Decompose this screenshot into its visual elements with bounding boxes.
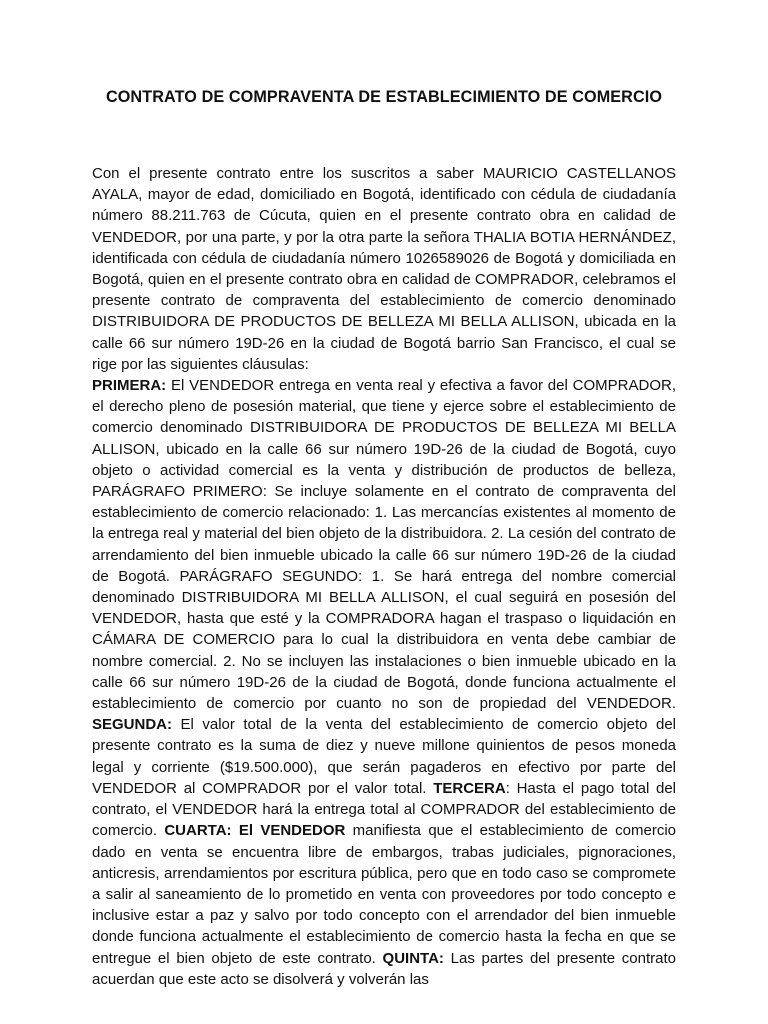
clauses-paragraph	[92, 375, 676, 990]
document-body	[92, 163, 676, 990]
clause-segunda-label: SEGUNDA:	[92, 716, 173, 734]
clause-quinta-text: Las partes del presente contrato acuerdan que este acto se disolverá y volverán las	[92, 949, 676, 988]
clause-cuarta-label: CUARTA: El VENDEDOR	[164, 822, 346, 840]
intro-paragraph: Con el presente contrato entre los suscritos a saber MAURICIO CASTELLANOS AYALA, mayor de edad, domiciliado en Bogotá, identificado con cédula de ciudadanía número 88.211.763 de Cúcuta, quien en el presente contrato obra en calidad de VENDEDOR, por una parte, y por la otra parte la señora THALIA BOTIA HERNÁNDEZ, identificada con cédula de ciudadanía número 1026589026 de Bogotá y domiciliada en Bogotá, quien en el presente contrato obra en calidad de COMPRADOR, celebramos el presente contrato de compraventa del establecimiento de comercio denominado DISTRIBUIDORA DE PRODUCTOS DE BELLEZA MI BELLA ALLISON, ubicada en la calle 66 sur número 19D-26 en la ciudad de Bogotá barrio San Francisco, el cual se rige por las siguientes cláusulas:	[92, 165, 676, 373]
clause-cuarta-text: manifiesta que el establecimiento de comercio dado en venta se encuentra libre de embargos, trabas judiciales, pignoraciones, anticresis, arrendamientos por escritura pública, pero que en todo caso se compromete a salir al saneamiento de lo prometido en venta con proveedores por todo concepto e inclusive estar a paz y salvo por todo concepto con el arrendador del bien inmueble donde funciona actualmente el establecimiento de comercio hasta la fecha en que se entregue el bien objeto de este contrato.	[92, 822, 676, 967]
clause-tercera-text: : Hasta el pago total del contrato, el VENDEDOR hará la entrega total al COMPRADOR del establecimiento de comercio.	[92, 779, 676, 840]
clause-primera-label: PRIMERA:	[92, 377, 167, 395]
clause-segunda-text: El valor total de la venta del establecimiento de comercio objeto del presente contrato es la suma de diez y nueve millone quinientos de pesos moneda legal y corriente ($19.500.000), que serán pagaderos en efectivo por parte del VENDEDOR al COMPRADOR por el valor total.	[92, 716, 676, 797]
document-title: CONTRATO DE COMPRAVENTA DE ESTABLECIMIENTO DE COMERCIO	[105, 88, 663, 106]
clause-quinta-label: QUINTA:	[382, 949, 444, 967]
clause-primera-text: El VENDEDOR entrega en venta real y efectiva a favor del COMPRADOR, el derecho pleno de posesión material, que tiene y ejerce sobre el establecimiento de comercio denominado DISTRIBUIDORA DE PRODUCTOS DE BELLEZA MI BELLA ALLISON, ubicado en la calle 66 sur número 19D-26 de la ciudad de Bogotá, cuyo objeto o actividad comercial es la venta y distribución de productos de belleza, PARÁGRAFO PRIMERO: Se incluye solamente en el contrato de compraventa del establecimiento de comercio relacionado: 1. Las mercancías existentes al momento de la entrega real y material del bien objeto de la distribuidora. 2. La cesión del contrato de arrendamiento del bien inmueble ubicado la calle 66 sur número 19D-26 de la ciudad de Bogotá. PARÁGRAFO SEGUNDO: 1. Se hará entrega del nombre comercial denominado DISTRIBUIDORA MI BELLA ALLISON, el cual seguirá en posesión del VENDEDOR, hasta que esté y la COMPRADORA hagan el traspaso o liquidación en CÁMARA DE COMERCIO para lo cual la distribuidora en venta debe cambiar de nombre comercial. 2. No se incluyen las instalaciones o bien inmueble ubicado en la calle 66 sur número 19D-26 de la ciudad de Bogotá, donde funciona actualmente el establecimiento de comercio por cuanto no son de propiedad del VENDEDOR.	[92, 377, 676, 713]
clause-tercera-label: TERCERA	[433, 779, 506, 797]
